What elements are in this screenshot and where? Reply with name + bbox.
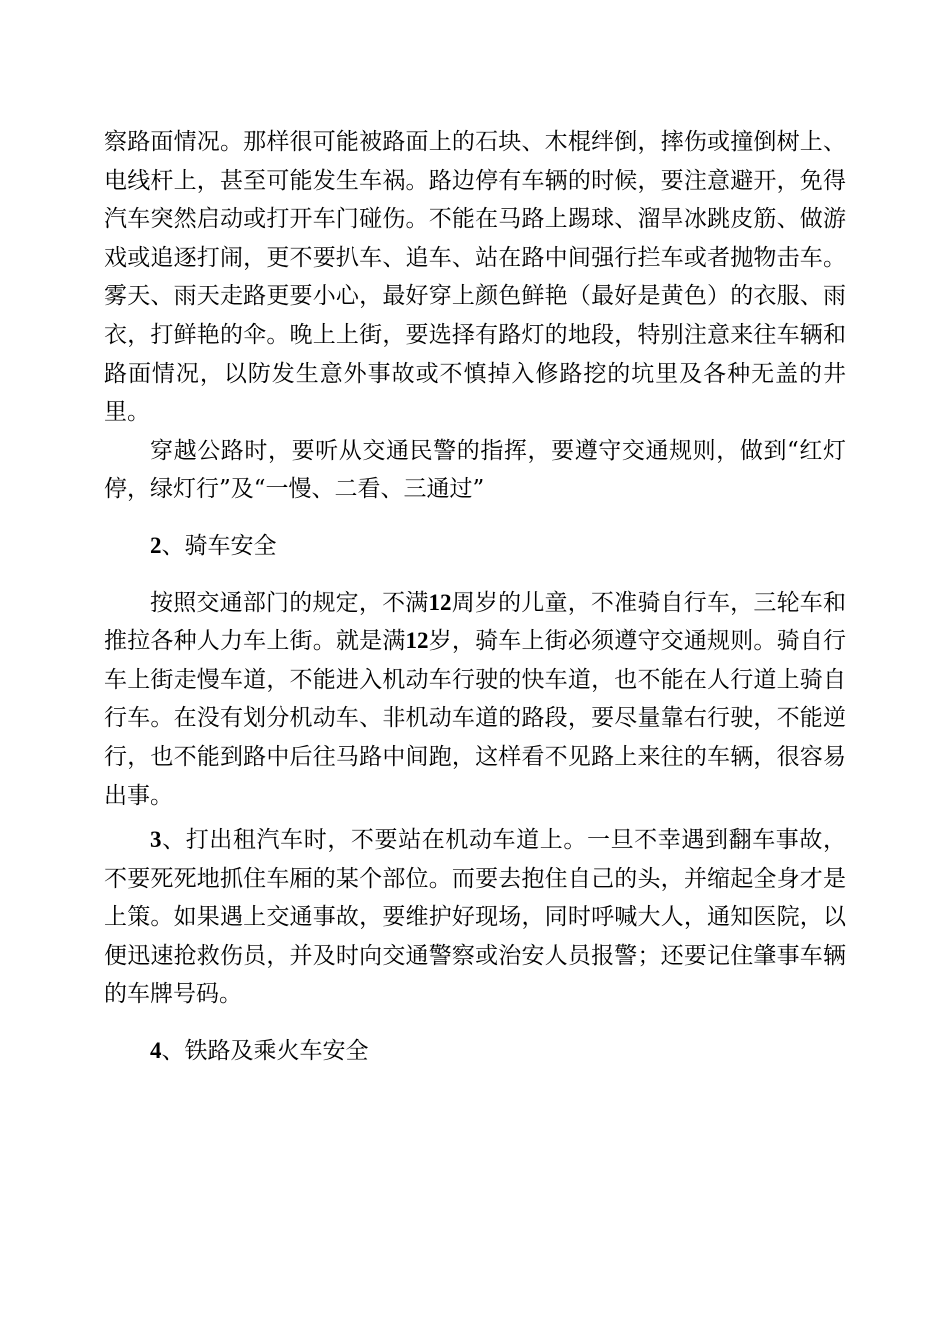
paragraph-crossing-road: 穿越公路时，要听从交通民警的指挥，要遵守交通规则，做到“红灯停，绿灯行”及“一慢、二看、三通过” <box>104 437 846 503</box>
text-run: 周岁的儿童，不准骑自行车，三轮车和推拉各种人力车上街。就是满 <box>104 589 847 655</box>
paragraph-taxi-safety <box>104 821 846 1014</box>
section-title: 、骑车安全 <box>161 532 277 559</box>
section-heading-cycling-safety <box>104 527 846 566</box>
section-number: 2 <box>150 532 162 558</box>
paragraph-cycling-rules <box>104 584 846 816</box>
paragraph-pedestrian-safety: 察路面情况。那样很可能被路面上的石块、木棍绊倒，摔伤或撞倒树上、电线杆上，甚至可能发生车祸。路边停有车辆的时候，要注意避开，免得汽车突然启动或打开车门碰伤。不能在马路上踢球、溜旱冰跳皮筋、做游戏或追逐打闹，更不要扒车、追车、站在路中间强行拦车或者抛物击车。雾天、雨天走路更要小心，最好穿上颜色鲜艳（最好是黄色）的衣服、雨衣，打鲜艳的伞。晚上上街，要选择有路灯的地段，特别注意来往车辆和路面情况，以防发生意外事故或不慎掉入修路挖的坑里及各种无盖的井里。 <box>104 129 846 426</box>
document-body <box>104 123 846 1071</box>
section-number: 4 <box>150 1038 162 1064</box>
text-run: 岁，骑车上街必须遵守交通规则。骑自行车上街走慢车道，不能进入机动车行驶的快车道，也不能在人行道上骑自行车。在没有划分机动车、非机动车道的路段，要尽量靠右行驶，不能逆行，也不能到路中后往马路中间跑，这样看不见路上来往的车辆，很容易出事。 <box>104 628 847 809</box>
age-number: 12 <box>428 589 452 615</box>
age-number: 12 <box>405 628 429 654</box>
section-heading-railway-safety <box>104 1032 846 1071</box>
text-run: 、打出租汽车时，不要站在机动车道上。一旦不幸遇到翻车事故，不要死死地抓住车厢的某个部位。而要去抱住自己的头，并缩起全身才是上策。如果遇上交通事故，要维护好现场，同时呼喊大人，通知医院，以便迅速抢救伤员，并及时向交通警察或治安人员报警；还要记住肇事车辆的车牌号码。 <box>104 827 846 1008</box>
section-title: 、铁路及乘火车安全 <box>161 1038 369 1065</box>
text-run: 按照交通部门的规定，不满 <box>150 589 429 616</box>
section-number: 3 <box>150 827 162 853</box>
